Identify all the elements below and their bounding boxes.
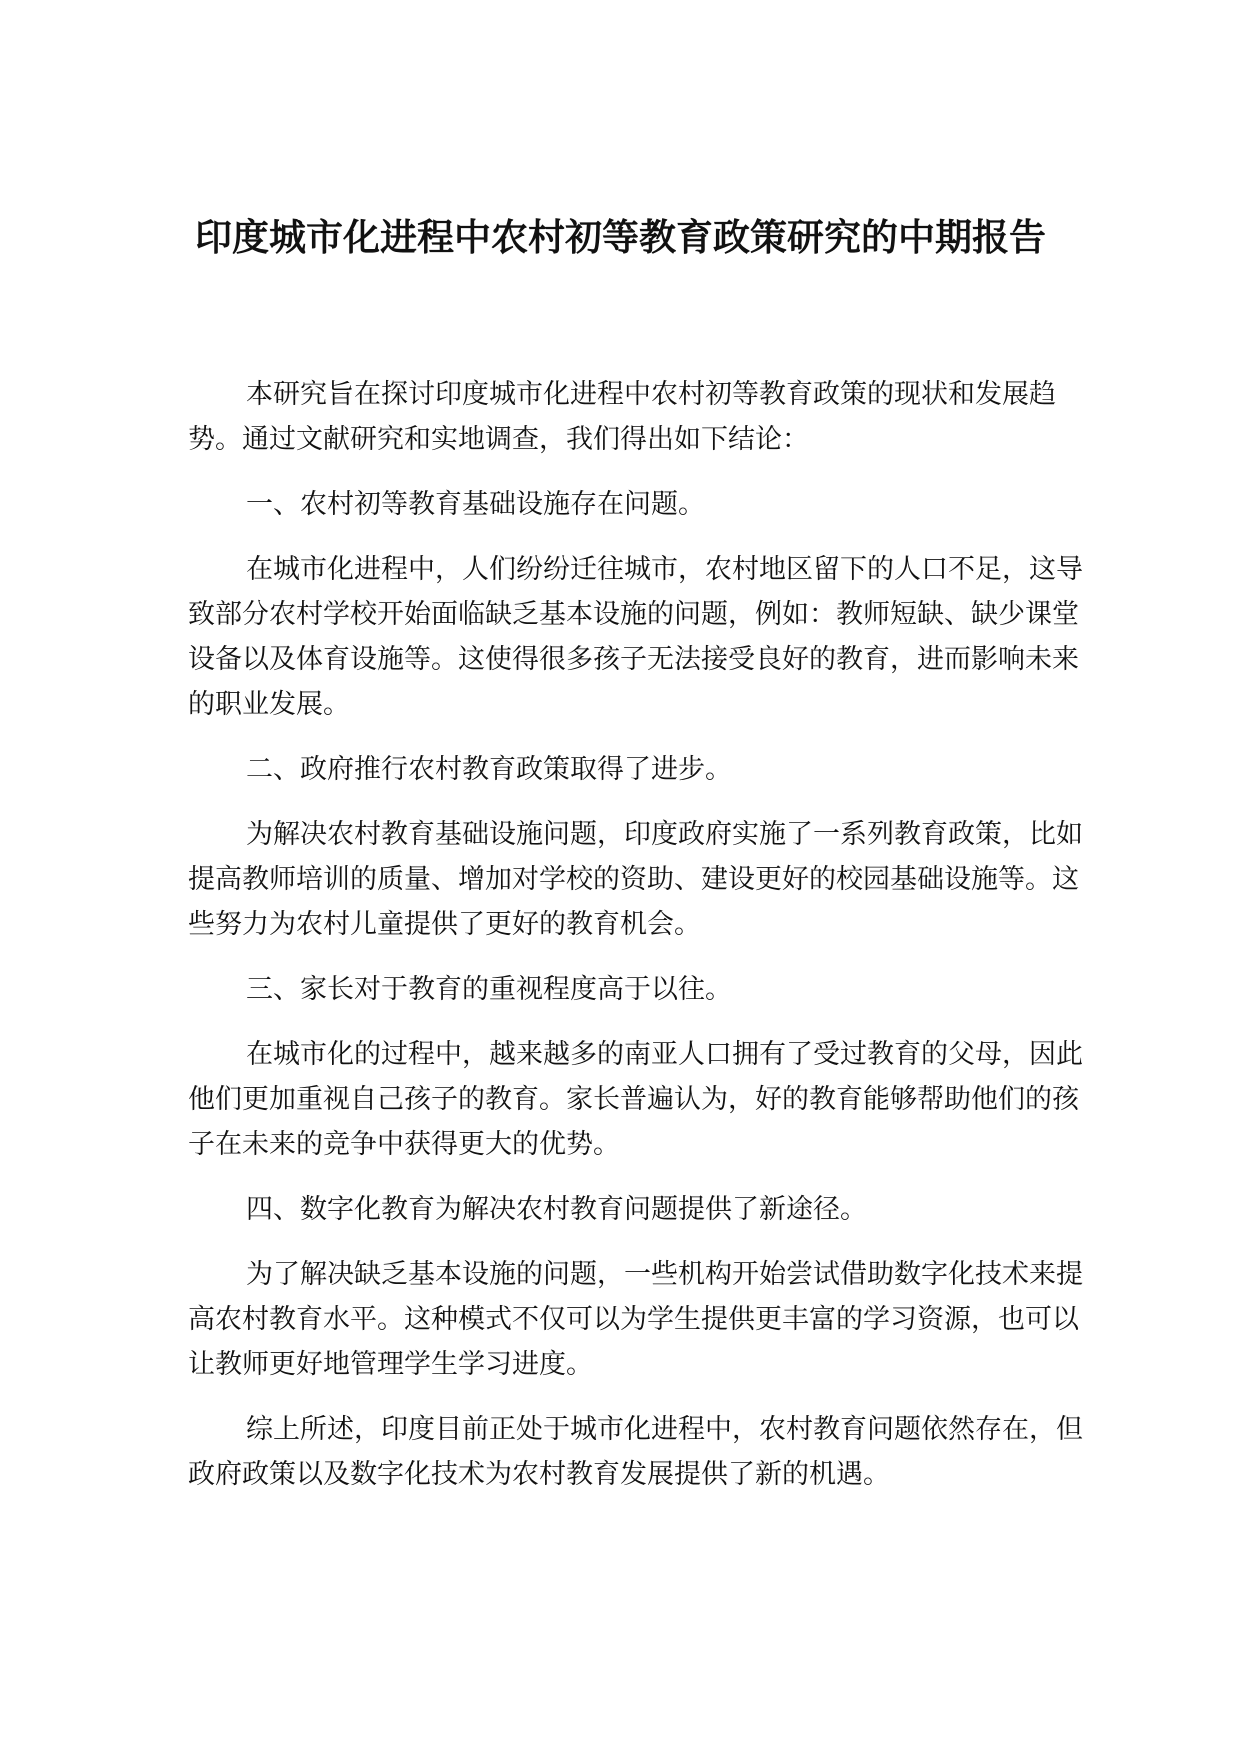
section-paragraph-4: 为了解决缺乏基本设施的问题，一些机构开始尝试借助数字化技术来提高农村教育水平。这种模式不仅可以为学生提供更丰富的学习资源，也可以让教师更好地管理学生学习进度。 xyxy=(188,1259,1083,1380)
intro-paragraph: 本研究旨在探讨印度城市化进程中农村初等教育政策的现状和发展趋势。通过文献研究和实地调查，我们得出如下结论： xyxy=(188,379,1056,455)
document-body xyxy=(188,372,1088,1517)
section-heading-1: 一、农村初等教育基础设施存在问题。 xyxy=(246,489,705,520)
section-heading-3: 三、家长对于教育的重视程度高于以往。 xyxy=(246,974,732,1005)
section-paragraph-2: 为解决农村教育基础设施问题，印度政府实施了一系列教育政策，比如提高教师培训的质量、增加对学校的资助、建设更好的校园基础设施等。这些努力为农村儿童提供了更好的教育机会。 xyxy=(188,819,1083,940)
section-heading-2: 二、政府推行农村教育政策取得了进步。 xyxy=(246,754,732,785)
conclusion-paragraph: 综上所述，印度目前正处于城市化进程中，农村教育问题依然存在，但政府政策以及数字化技术为农村教育发展提供了新的机遇。 xyxy=(188,1414,1083,1490)
section-paragraph-1: 在城市化进程中，人们纷纷迁往城市，农村地区留下的人口不足，这导致部分农村学校开始面临缺乏基本设施的问题，例如：教师短缺、缺少课堂设备以及体育设施等。这使得很多孩子无法接受良好的教育，进而影响未来的职业发展。 xyxy=(188,554,1083,720)
section-paragraph-3: 在城市化的过程中，越来越多的南亚人口拥有了受过教育的父母，因此他们更加重视自己孩子的教育。家长普遍认为，好的教育能够帮助他们的孩子在未来的竞争中获得更大的优势。 xyxy=(188,1039,1083,1160)
section-heading-4: 四、数字化教育为解决农村教育问题提供了新途径。 xyxy=(246,1194,867,1225)
document-title: 印度城市化进程中农村初等教育政策研究的中期报告 xyxy=(195,215,1046,259)
